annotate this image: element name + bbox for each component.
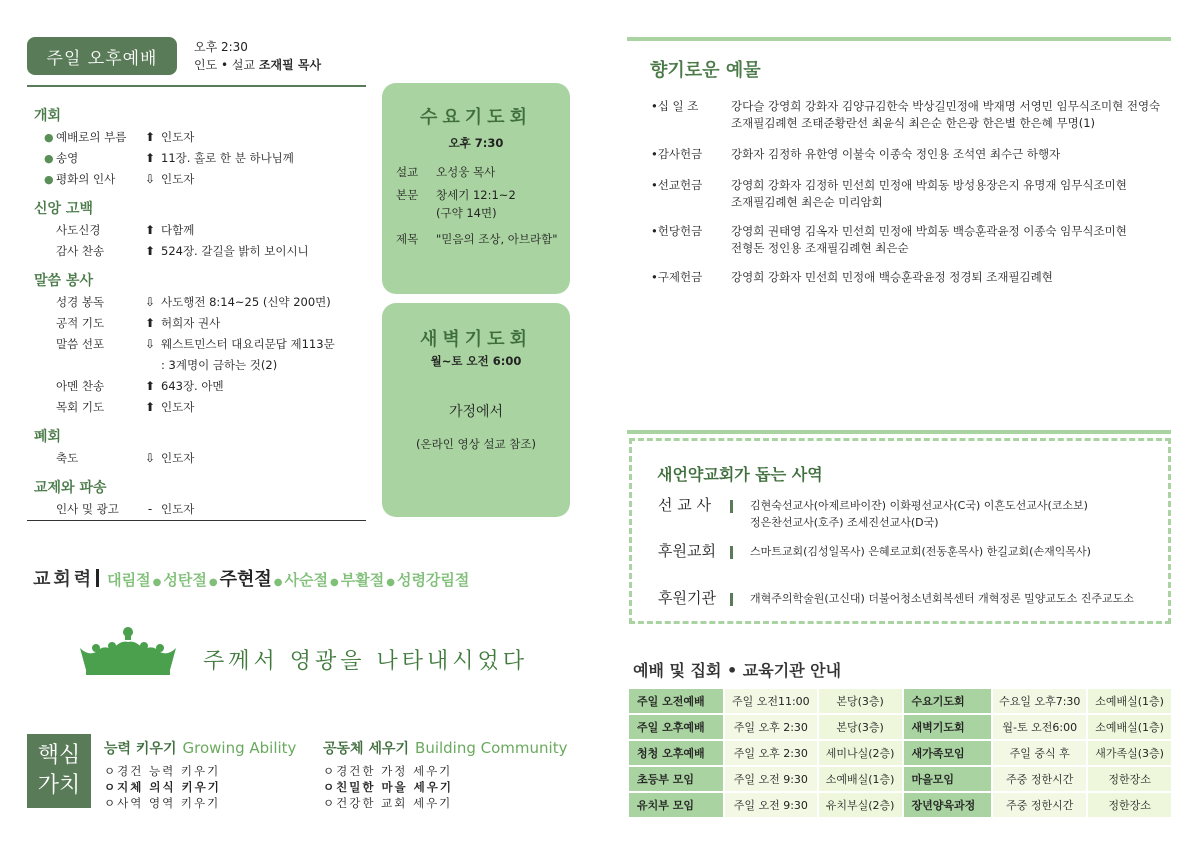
bullet-icon: ●: [44, 152, 54, 165]
mission-top-rule: [627, 430, 1171, 434]
order-item: ● 평화의 인사 ⇩ 인도자: [34, 169, 374, 190]
service-time: 오후 2:30: [194, 40, 248, 54]
mission-title: 새언약교회가 돕는 사역: [657, 465, 823, 484]
season-slogan: 주께서 영광을 나타내시었다: [203, 649, 529, 674]
dawn-prayer-box: [382, 303, 570, 517]
dot-icon: ●: [208, 577, 218, 588]
wednesday-title: 수요기도회: [420, 107, 532, 128]
bullet-icon: ●: [44, 173, 54, 186]
dot-icon: ●: [273, 577, 283, 588]
schedule-table: [627, 687, 1173, 819]
dot-icon: ●: [386, 577, 395, 588]
table-row: 유치부 모임 주일 오전 9:30 유치부실(2층) 장년양육과정 주중 정한시간 정한장소: [629, 793, 1171, 817]
crown-icon: [78, 626, 178, 676]
sit-icon: ⇩: [144, 172, 156, 186]
stand-icon: ⬆: [144, 223, 156, 237]
sit-icon: ⇩: [144, 451, 156, 465]
section-confession-title: 신앙 고백: [34, 201, 93, 217]
church-calendar: [33, 565, 469, 591]
order-item: 사도신경 ⬆ 다함께: [34, 220, 374, 241]
service-leader: 인도 • 설교 조재필 목사: [194, 58, 322, 72]
sit-icon: ⇩: [144, 295, 156, 309]
table-row: 주일 오후예배 주일 오후 2:30 본당(3층) 새벽기도회 월-토 오전6:00 소예배실(1층): [629, 715, 1171, 739]
sit-icon: ⇩: [144, 337, 156, 351]
table-row: 초등부 모임 주일 오전 9:30 소예배실(1층) 마을모임 주중 정한시간 정한장소: [629, 767, 1171, 791]
order-item: 말씀 선포 ⇩ 웨스트민스터 대요리문답 제113문: [34, 334, 374, 355]
header-divider: [27, 85, 366, 87]
offerings-top-rule: [627, 37, 1171, 41]
bullet-icon: ●: [44, 131, 54, 144]
schedule-title: 예배 및 집회 • 교육기관 안내: [633, 661, 842, 680]
stand-icon: ⬆: [144, 244, 156, 258]
calendar-season: 성령강림절: [396, 571, 470, 589]
dawn-time: 월~토 오전 6:00: [430, 354, 522, 368]
table-row: 청청 오후예배 주일 오후 2:30 세미나실(2층) 새가족모임 주일 중식 후 새가족실(3층): [629, 741, 1171, 765]
dot-icon: ●: [152, 577, 162, 588]
section-closing-title: 폐회: [34, 429, 62, 445]
section-fellowship-title: 교제와 파송: [34, 480, 107, 496]
order-item: ● 송영 ⬆ 11장. 홀로 한 분 하나님께: [34, 148, 374, 169]
dawn-place: 가정에서: [448, 404, 504, 420]
dawn-title: 새벽기도회: [420, 329, 532, 350]
calendar-season-current: 주현절: [219, 569, 272, 590]
order-item: 아멘 찬송 ⬆ 643장. 아멘: [34, 376, 374, 397]
service-info: [194, 38, 321, 74]
stand-icon: ⬆: [144, 400, 156, 414]
order-item: 성경 봉독 ⇩ 사도행전 8:14~25 (신약 200면): [34, 292, 374, 313]
dawn-note: (온라인 영상 설교 참조): [416, 437, 536, 451]
calendar-season: 성탄절: [163, 571, 207, 589]
order-of-service: [34, 105, 374, 520]
dot-icon: ●: [330, 577, 339, 588]
stand-icon: ⬆: [144, 379, 156, 393]
calendar-divider: [96, 569, 99, 587]
section-word-title: 말씀 봉사: [34, 273, 93, 289]
wednesday-prayer-box: 수요기도회 오후 7:30 설교 오성웅 목사 본문 창세기 12:1~2 (구약 14면) 제목 "믿음의 조상, 아브라함": [382, 83, 570, 294]
order-item-continued: : 3계명이 금하는 것(2): [161, 358, 278, 372]
core-value-head: 능력 키우기 Growing Ability: [104, 739, 297, 757]
table-row: 주일 오전예배 주일 오전11:00 본당(3층) 수요기도회 수요일 오후7:30 소예배실(1층): [629, 689, 1171, 713]
order-item: 목회 기도 ⬆ 인도자: [34, 397, 374, 418]
section-opening-title: 개회: [34, 108, 62, 124]
core-value-head: 공동체 세우기 Building Community: [323, 739, 568, 757]
order-item: 인사 및 광고 - 인도자: [56, 502, 195, 516]
order-bottom-divider: [27, 520, 366, 521]
core-value-ability: 능력 키우기 Growing Ability ㅇ경건 능력 키우기 ㅇ지체 의식 키우기 ㅇ사역 영역 키우기: [104, 739, 297, 810]
order-item: 공적 기도 ⬆ 허희자 권사: [34, 313, 374, 334]
order-item: ● 예배로의 부름 ⬆ 인도자: [34, 127, 374, 148]
core-values-badge: 핵심 가치: [27, 734, 91, 808]
service-title-badge: 주일 오후예배: [27, 37, 177, 75]
order-item: 감사 찬송 ⬆ 524장. 갈길을 밝히 보이시니: [34, 241, 374, 262]
calendar-season: 대림절: [107, 571, 151, 589]
core-value-community: 공동체 세우기 Building Community ㅇ경건한 가정 세우기 ㅇ친밀한 마을 세우기 ㅇ건강한 교회 세우기: [323, 739, 568, 810]
offerings-title: 향기로운 예물: [650, 60, 761, 81]
order-item: 축도 ⇩ 인도자: [34, 448, 374, 469]
stand-icon: ⬆: [144, 151, 156, 165]
calendar-season: 사순절: [284, 571, 328, 589]
calendar-label: 교회력: [33, 569, 95, 590]
stand-icon: ⬆: [144, 130, 156, 144]
calendar-season: 부활절: [340, 571, 385, 589]
stand-icon: ⬆: [144, 316, 156, 330]
wednesday-time: 오후 7:30: [448, 136, 504, 150]
